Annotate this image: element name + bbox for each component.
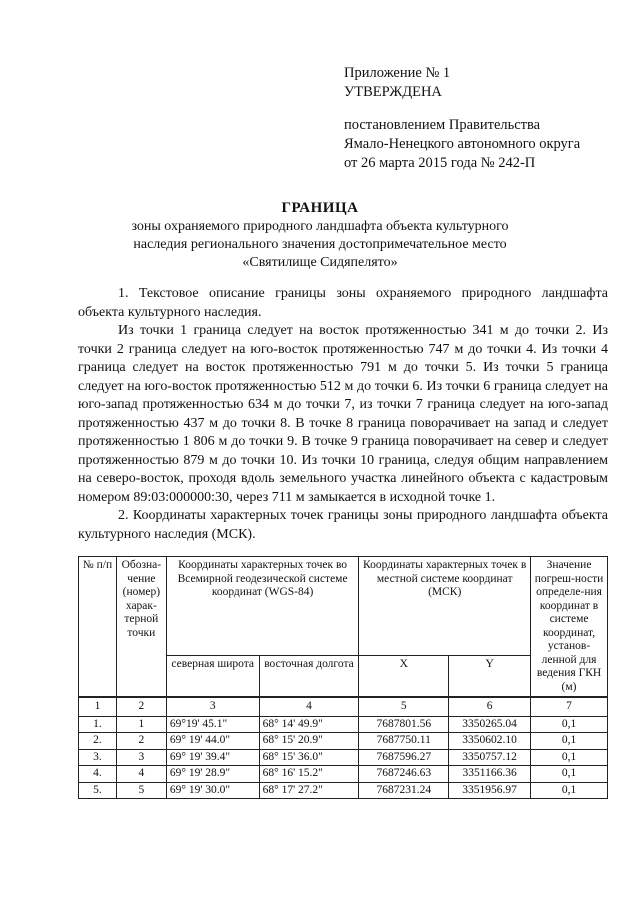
cell-x: 7687246.63 [359,766,449,783]
appendix-line-1: постановлением Правительства [344,117,541,133]
cell-y: 3351956.97 [449,782,531,799]
cell-point: 2 [116,733,166,750]
header-lat: северная широта [166,656,259,697]
cell-lon: 68° 15' 36.0" [259,749,359,766]
cell-error: 0,1 [531,749,608,766]
header-wgs: Координаты характерных точек во Всемирной геодезической системе координат (WGS-84) [166,557,359,656]
header-msk: Координаты характерных точек в местной системе координат (МСК) [359,557,531,656]
col-number: 1 [79,697,117,716]
cell-lat: 69° 19' 28.9" [166,766,259,783]
cell-lat: 69° 19' 39.4" [166,749,259,766]
cell-lon: 68° 17' 27.2" [259,782,359,799]
header-y: Y [449,656,531,697]
cell-lat: 69° 19' 44.0" [166,733,259,750]
cell-error: 0,1 [531,766,608,783]
cell-point: 3 [116,749,166,766]
cell-error: 0,1 [531,716,608,733]
cell-lat: 69°19' 45.1" [166,716,259,733]
col-number: 3 [166,697,259,716]
cell-x: 7687231.24 [359,782,449,799]
subtitle-line-2: наследия регионального значения достопримечательное место [133,237,507,252]
appendix-block [344,64,580,173]
cell-x: 7687596.27 [359,749,449,766]
col-number: 6 [449,697,531,716]
header-x: X [359,656,449,697]
appendix-number: Приложение № 1 [344,65,451,81]
cell-num: 2. [79,733,117,750]
header-error: Значение погреш-ности определе-ния координат в системе координат, установ-ленной для ведения ГКН (м) [531,557,608,698]
coordinates-table [78,556,608,799]
col-number: 2 [116,697,166,716]
table-row [79,716,608,733]
table-row [79,733,608,750]
cell-point: 4 [116,766,166,783]
table-row [79,749,608,766]
cell-x: 7687801.56 [359,716,449,733]
subtitle-line-3: «Святилище Сидяпелято» [242,255,398,270]
cell-y: 3350757.12 [449,749,531,766]
col-number: 5 [359,697,449,716]
cell-error: 0,1 [531,782,608,799]
col-number: 7 [531,697,608,716]
cell-num: 5. [79,782,117,799]
approved-label: УТВЕРЖДЕНА [344,84,442,100]
cell-point: 5 [116,782,166,799]
header-num: № п/п [79,557,117,698]
paragraph-1: 1. Текстовое описание границы зоны охраняемого природного ландшафта объекта культурного наследия. [78,286,608,320]
column-number-row [79,697,608,716]
document-title: ГРАНИЦА [281,200,359,216]
cell-num: 1. [79,716,117,733]
appendix-line-3: от 26 марта 2015 года № 242-П [344,155,536,171]
header-designation: Обозна-чение (номер) харак-терной точки [116,557,166,698]
appendix-spacer [344,102,580,116]
cell-lon: 68° 14' 49.9" [259,716,359,733]
subtitle-line-1: зоны охраняемого природного ландшафта объекта культурного [131,219,509,234]
cell-x: 7687750.11 [359,733,449,750]
document-body [78,285,608,544]
table-row [79,766,608,783]
cell-y: 3351166.36 [449,766,531,783]
document-subtitle [80,218,560,272]
cell-num: 4. [79,766,117,783]
cell-num: 3. [79,749,117,766]
cell-error: 0,1 [531,733,608,750]
header-lon: восточная долгота [259,656,359,697]
cell-lon: 68° 16' 15.2" [259,766,359,783]
cell-lon: 68° 15' 20.9" [259,733,359,750]
paragraph-3: 2. Координаты характерных точек границы зоны природного ландшафта объекта культурного наследия (МСК). [78,508,608,542]
table-row [79,782,608,799]
cell-y: 3350602.10 [449,733,531,750]
paragraph-2: Из точки 1 граница следует на восток протяженностью 341 м до точки 2. Из точки 2 граница следует на юго-восток протяженностью 747 м до точки 4. Из точки 4 граница следует на восток протяженностью 791 м до точки 5. Из точки 5 граница следует на юго-восток протяженностью 512 м до точки 6. Из точки 6 граница следует на юго-запад протяженностью 634 м до точки 7, из точки 7 граница следует на юго-запад протяженностью 437 м до точки 8. В точке 8 граница поворачивает на запад и следует протяженностью 1 806 м до точки 9. В точке 9 граница поворачивает на север и следует протяженностью 879 м до точки 10. Из точки 10 граница, следуя общим направлением на северо-восток, проходя вдоль земельного участка линейного объекта с кадастровым номером 89:03:000000:30, через 711 м замыкается в исходной точке 1. [78,323,608,505]
cell-y: 3350265.04 [449,716,531,733]
col-number: 4 [259,697,359,716]
cell-lat: 69° 19' 30.0" [166,782,259,799]
appendix-line-2: Ямало-Ненецкого автономного округа [344,136,581,152]
cell-point: 1 [116,716,166,733]
